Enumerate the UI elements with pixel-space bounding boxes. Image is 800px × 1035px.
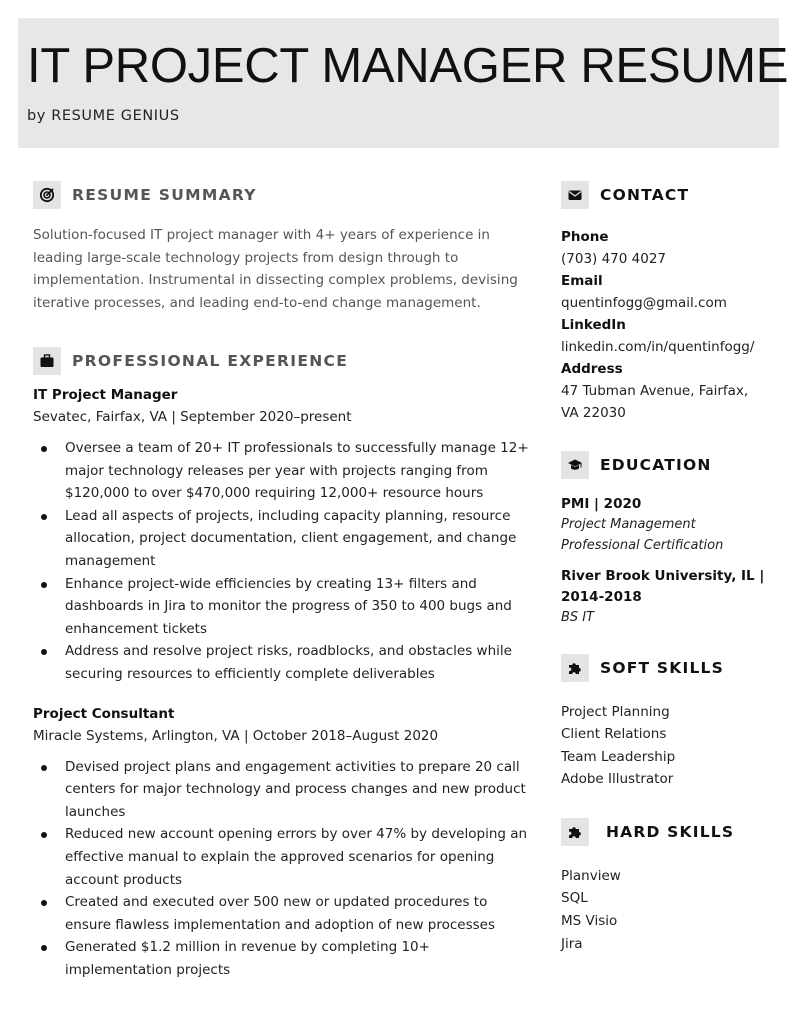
envelope-icon: [561, 181, 589, 209]
education-detail: BS IT: [561, 610, 595, 625]
resume-byline: by RESUME GENIUS: [27, 108, 180, 124]
address-line-2: VA 22030: [561, 405, 626, 421]
education-section-header: [561, 450, 776, 480]
education-detail: Project Management: [561, 517, 696, 532]
contact-section-header: [561, 180, 776, 210]
job-bullet: Reduced new account opening errors by over 47% by developing an effective manual to explain the approved scenarios for opening account products: [33, 823, 533, 891]
education-name: PMI | 2020: [561, 496, 642, 512]
skill-item: Team Leadership: [561, 748, 676, 765]
skill-item: Adobe Illustrator: [561, 771, 674, 788]
job-bullet: Oversee a team of 20+ IT professionals to successfully manage 12+ major technology releases per year with projects ranging from $120,000 to over $470,000 requiring 12,000+ resource hours: [33, 437, 533, 505]
main-column: [33, 180, 533, 981]
resume-header: [18, 18, 789, 148]
soft-skills-heading: SOFT SKILLS: [600, 658, 724, 677]
job-bullets: [33, 437, 533, 686]
job-title: IT Project Manager: [33, 387, 178, 403]
job-entry: [33, 703, 533, 982]
phone-value: (703) 470 4027: [561, 251, 667, 267]
hard-skills-section-header: [561, 817, 776, 847]
education-entry: [561, 494, 776, 556]
job-entry: [33, 384, 533, 686]
hard-skills-list: [561, 865, 776, 955]
email-label: Email: [561, 273, 603, 289]
summary-text: Solution-focused IT project manager with 4+ years of experience in leading large-scale technology projects from design through to implementation. Instrumental in dissecting complex problems, devising iterative processes, and leading end-to-end change management.: [33, 227, 518, 311]
education-entry: [561, 566, 776, 629]
soft-skills-section-header: [561, 653, 776, 683]
job-bullet: Lead all aspects of projects, including capacity planning, resource allocation, project documentation, client engagement, and change management: [33, 505, 533, 573]
contact-details: [561, 226, 776, 424]
experience-section-header: [33, 346, 533, 376]
phone-label: Phone: [561, 229, 609, 245]
skill-item: Planview: [561, 867, 621, 884]
summary-section-header: [33, 180, 533, 210]
address-label: Address: [561, 361, 623, 377]
education-name: River Brook University, IL | 2014-2018: [561, 568, 765, 605]
job-bullets: [33, 756, 533, 982]
job-bullet: Address and resolve project risks, roadblocks, and obstacles while securing resources to efficiently complete deliverables: [33, 640, 533, 685]
summary-heading: RESUME SUMMARY: [72, 186, 257, 204]
email-value[interactable]: quentinfogg@gmail.com: [561, 295, 727, 311]
job-title: Project Consultant: [33, 705, 175, 722]
linkedin-label: LinkedIn: [561, 317, 626, 333]
job-bullet: Created and executed over 500 new or updated procedures to ensure flawless implementation and adoption of new processes: [33, 891, 533, 936]
experience-heading: PROFESSIONAL EXPERIENCE: [72, 352, 349, 370]
resume-title: IT PROJECT MANAGER RESUME: [27, 39, 789, 93]
soft-skills-list: [561, 701, 776, 791]
skill-item: Project Planning: [561, 703, 670, 720]
skill-item: Client Relations: [561, 726, 667, 743]
education-detail: Professional Certification: [561, 537, 724, 553]
briefcase-icon: [33, 347, 61, 375]
job-bullet: Devised project plans and engagement activities to prepare 20 call centers for major technology and process changes and new product launches: [33, 756, 533, 824]
address-line-1: 47 Tubman Avenue, Fairfax,: [561, 383, 749, 399]
skill-item: SQL: [561, 890, 588, 907]
education-heading: EDUCATION: [600, 456, 712, 474]
job-bullet: Generated $1.2 million in revenue by completing 10+ implementation projects: [33, 936, 533, 981]
skill-item: Jira: [561, 935, 583, 952]
job-meta: Sevatec, Fairfax, VA | September 2020–present: [33, 409, 352, 425]
skill-item: MS Visio: [561, 913, 618, 930]
puzzle-piece-icon: [561, 818, 589, 846]
graduation-cap-icon: [561, 451, 589, 479]
puzzle-piece-icon: [561, 654, 589, 682]
contact-heading: CONTACT: [600, 186, 690, 204]
job-meta: Miracle Systems, Arlington, VA | October 2018–August 2020: [33, 727, 439, 744]
hard-skills-heading: HARD SKILLS: [606, 822, 735, 841]
job-bullet: Enhance project-wide efficiencies by creating 13+ filters and dashboards in Jira to monitor the progress of 350 to 400 bugs and enhancement tickets: [33, 573, 533, 641]
sidebar-column: [561, 180, 776, 955]
linkedin-value[interactable]: linkedin.com/in/quentinfogg/: [561, 339, 755, 355]
target-icon: [33, 181, 61, 209]
